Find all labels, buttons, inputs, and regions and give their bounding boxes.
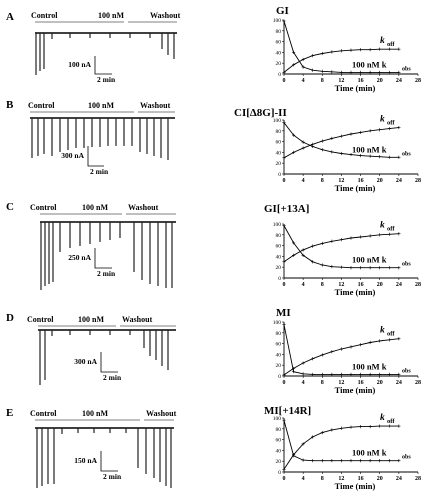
scale-current-label: 300 nA (74, 357, 97, 366)
washout-label: Washout (122, 315, 153, 324)
y-tick-label: 100 (272, 222, 281, 228)
x-tick-label: 16 (357, 78, 364, 84)
panel-d (6, 312, 176, 385)
x-tick-label: 8 (320, 380, 324, 386)
koff-sub-label: off (387, 119, 395, 127)
y-tick-label: 0 (278, 374, 281, 380)
x-tick-label: 4 (301, 178, 305, 184)
kobs-label: 100 nM k (352, 254, 387, 265)
scale-current-label: 300 nA (61, 151, 84, 160)
chart-title: GI (276, 5, 289, 17)
koff-label: k (380, 325, 385, 336)
y-tick-label: 60 (275, 437, 281, 444)
x-tick-label: 0 (282, 78, 286, 84)
chart-title: CI[Δ8G]-II (234, 107, 287, 119)
x-tick-label: 8 (320, 78, 324, 84)
y-tick-label: 100 (272, 320, 281, 326)
y-tick-label: 0 (278, 276, 281, 282)
chart-d (273, 307, 421, 395)
x-tick-label: 16 (357, 282, 364, 288)
panel-a (6, 11, 181, 84)
x-tick-label: 4 (301, 476, 305, 482)
x-axis-label: Time (min) (334, 183, 376, 193)
x-tick-label: 24 (395, 380, 402, 386)
y-tick-label: 20 (275, 61, 281, 68)
y-tick-label: 80 (275, 128, 281, 135)
washout-label: Washout (150, 11, 181, 20)
y-tick-label: 100 (272, 118, 281, 124)
x-tick-label: 20 (376, 178, 383, 184)
x-tick-label: 20 (376, 476, 383, 482)
chart-c (264, 203, 421, 297)
x-axis-label: Time (min) (334, 287, 376, 297)
control-label: Control (31, 11, 58, 20)
y-tick-label: 80 (275, 28, 281, 35)
y-tick-label: 0 (278, 172, 281, 178)
kobs-sub-label: obs (402, 368, 411, 375)
x-axis-label: Time (min) (334, 481, 376, 491)
x-tick-label: 8 (320, 178, 324, 184)
x-tick-label: 24 (395, 78, 402, 84)
kobs-sub-label: obs (402, 151, 411, 158)
y-tick-label: 0 (278, 72, 281, 78)
concentration-label: 100 nM (82, 409, 108, 418)
panel-b (6, 99, 175, 176)
x-tick-label: 8 (320, 282, 324, 288)
x-axis-label: Time (min) (334, 385, 376, 395)
scale-current-label: 250 nA (68, 253, 91, 262)
concentration-label: 100 nM (82, 203, 108, 212)
chart-a (273, 5, 421, 93)
x-tick-label: 24 (395, 476, 402, 482)
y-tick-label: 40 (275, 150, 281, 157)
scale-bar (88, 146, 104, 166)
x-tick-label: 12 (338, 476, 345, 482)
y-tick-label: 40 (275, 352, 281, 359)
x-tick-label: 28 (415, 282, 421, 288)
washout-label: Washout (128, 203, 159, 212)
x-tick-label: 28 (415, 78, 421, 84)
concentration-label: 100 nM (78, 315, 104, 324)
x-tick-label: 0 (282, 380, 286, 386)
y-tick-label: 60 (275, 341, 281, 348)
washout-label: Washout (146, 409, 177, 418)
y-tick-label: 40 (275, 50, 281, 57)
y-tick-label: 0 (278, 470, 281, 476)
x-tick-label: 12 (338, 282, 345, 288)
x-tick-label: 0 (282, 476, 286, 482)
panel-letter: C (6, 201, 14, 213)
y-tick-label: 40 (275, 254, 281, 261)
scale-bar (95, 56, 112, 74)
y-tick-label: 20 (275, 161, 281, 168)
x-tick-label: 20 (376, 78, 383, 84)
y-tick-label: 100 (272, 416, 281, 422)
control-label: Control (27, 315, 54, 324)
kobs-label: 100 nM k (352, 59, 387, 70)
koff-sub-label: off (387, 330, 395, 338)
kobs-label: 100 nM k (352, 447, 387, 458)
y-tick-label: 80 (275, 330, 281, 337)
scale-time-label: 2 min (90, 167, 109, 176)
y-tick-label: 40 (275, 448, 281, 455)
kobs-sub-label: obs (402, 454, 411, 461)
x-tick-label: 12 (338, 78, 345, 84)
x-tick-label: 28 (415, 476, 421, 482)
x-tick-label: 20 (376, 282, 383, 288)
y-tick-label: 20 (275, 459, 281, 466)
koff-label: k (380, 114, 385, 125)
control-label: Control (30, 409, 57, 418)
y-tick-label: 100 (272, 18, 281, 24)
kobs-sub-label: obs (402, 261, 411, 268)
chart-e (264, 405, 421, 491)
washout-label: Washout (140, 101, 171, 110)
y-tick-label: 20 (275, 363, 281, 370)
x-tick-label: 28 (415, 178, 421, 184)
koff-label: k (380, 36, 385, 47)
concentration-label: 100 nM (88, 101, 114, 110)
scale-bar (95, 248, 112, 268)
x-tick-label: 16 (357, 178, 364, 184)
panel-letter: E (6, 407, 14, 419)
panel-letter: A (6, 11, 14, 23)
x-tick-label: 24 (395, 178, 402, 184)
scale-time-label: 2 min (97, 269, 116, 278)
kobs-label: 100 nM k (352, 361, 387, 372)
kobs-sub-label: obs (402, 66, 411, 73)
x-tick-label: 8 (320, 476, 324, 482)
kobs-label: 100 nM k (352, 144, 387, 155)
koff-sub-label: off (387, 225, 395, 233)
chart-title: GI[+13A] (264, 203, 310, 215)
y-tick-label: 60 (275, 39, 281, 46)
x-tick-label: 4 (301, 282, 305, 288)
koff-sub-label: off (387, 418, 395, 426)
x-tick-label: 0 (282, 178, 286, 184)
panel-c (6, 201, 176, 290)
scale-time-label: 2 min (103, 472, 122, 481)
x-tick-label: 16 (357, 380, 364, 386)
x-tick-label: 12 (338, 380, 345, 386)
scale-bar (101, 352, 118, 372)
scale-time-label: 2 min (103, 373, 122, 382)
control-label: Control (30, 203, 57, 212)
x-tick-label: 20 (376, 380, 383, 386)
scale-current-label: 100 nA (68, 60, 91, 69)
scale-time-label: 2 min (97, 75, 116, 84)
x-tick-label: 4 (301, 78, 305, 84)
x-axis-label: Time (min) (334, 83, 376, 93)
koff-label: k (380, 413, 385, 424)
scale-bar (101, 451, 118, 471)
x-tick-label: 24 (395, 282, 402, 288)
y-tick-label: 80 (275, 232, 281, 239)
panel-letter: D (6, 312, 14, 324)
y-tick-label: 20 (275, 265, 281, 272)
x-tick-label: 28 (415, 380, 421, 386)
chart-title: MI (276, 307, 291, 319)
koff-sub-label: off (387, 41, 395, 49)
x-tick-label: 4 (301, 380, 305, 386)
scale-current-label: 150 nA (74, 456, 97, 465)
panel-letter: B (6, 99, 14, 111)
chart-title: MI[+14R] (264, 405, 312, 417)
y-tick-label: 80 (275, 426, 281, 433)
x-tick-label: 16 (357, 476, 364, 482)
y-tick-label: 60 (275, 243, 281, 250)
concentration-label: 100 nM (98, 11, 124, 20)
y-tick-label: 60 (275, 139, 281, 146)
x-tick-label: 12 (338, 178, 345, 184)
x-tick-label: 0 (282, 282, 286, 288)
koff-label: k (380, 220, 385, 231)
control-label: Control (28, 101, 55, 110)
chart-b (234, 107, 421, 193)
panel-e (6, 407, 177, 488)
